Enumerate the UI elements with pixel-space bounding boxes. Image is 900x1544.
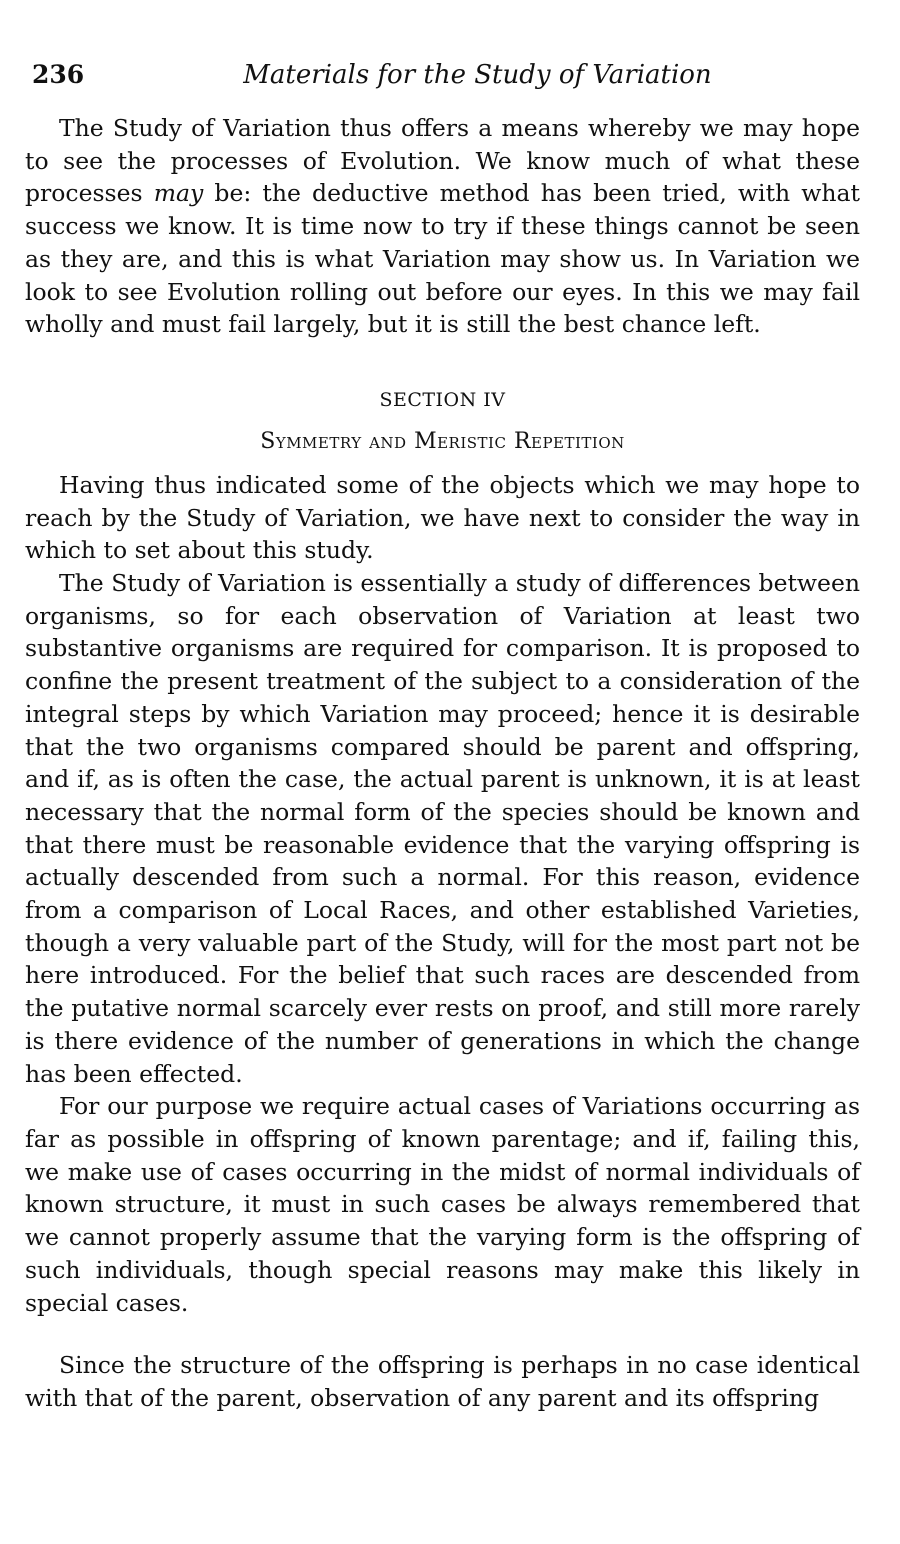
page-body <box>25 112 860 1415</box>
paragraph-3: For our purpose we require actual cases of Variations occurring as far as possible in offspring of known parentage; and if, failing this, we make use of cases occurring in the midst of normal individuals of known structure, it must in such cases be always remembered that we cannot properly assume that the varying form is the offspring of such individuals, though special reasons may make this likely in special cases. <box>25 1092 860 1317</box>
paragraph-4: Since the structure of the offspring is perhaps in no case identical with that of the parent, observation of any parent and its offspring <box>25 1351 860 1412</box>
paragraph-2: The Study of Variation is essentially a study of differences between organisms, so for each observation of Variation at least two substantive organisms are required for comparison. It is proposed to confine the present treatment of the subject to a consideration of the integral steps by which Variation may proceed; hence it is desirable that the two organisms compared should be parent and offspring, and if, as is often the case, the actual parent is unknown, it is at least necessary that the normal form of the species should be known and that there must be reasonable evidence that the varying offspring is actually descended from such a normal. For this reason, evidence from a comparison of Local Races, and other established Varieties, though a very valuable part of the Study, will for the most part not be here introduced. For the belief that such races are descended from the putative normal scarcely ever rests on proof, and still more rarely is there evidence of the number of generations in which the change has been effected. <box>25 569 860 1088</box>
page-number: 236 <box>32 60 85 89</box>
intro-emphasis: may <box>153 179 204 208</box>
intro-text-start: The Study of Variation thus offers a means whereby we may hope to see the processes of Evolution. We know much of what these processes <box>25 114 860 208</box>
paragraph-1: Having thus indicated some of the objects which we may hope to reach by the Study of Variation, we have next to consider the way in which to set about this study. <box>25 470 860 565</box>
running-head <box>25 60 860 96</box>
book-title: Materials for the Study of Variation <box>243 60 712 90</box>
intro-paragraph <box>25 112 860 341</box>
paragraph-gap <box>25 1319 860 1349</box>
intro-text-end: be: the deductive method has been tried, with what success we know. It is time now to try if these things cannot be seen as they are, and this is what Variation may show us. In Variation we look to see Evolution rolling out before our eyes. In this we may fail wholly and must fail largely, but it is still the best chance left. <box>25 179 860 339</box>
section-title: Symmetry and Meristic Repetition <box>260 428 625 454</box>
section-number: SECTION IV <box>379 388 506 411</box>
